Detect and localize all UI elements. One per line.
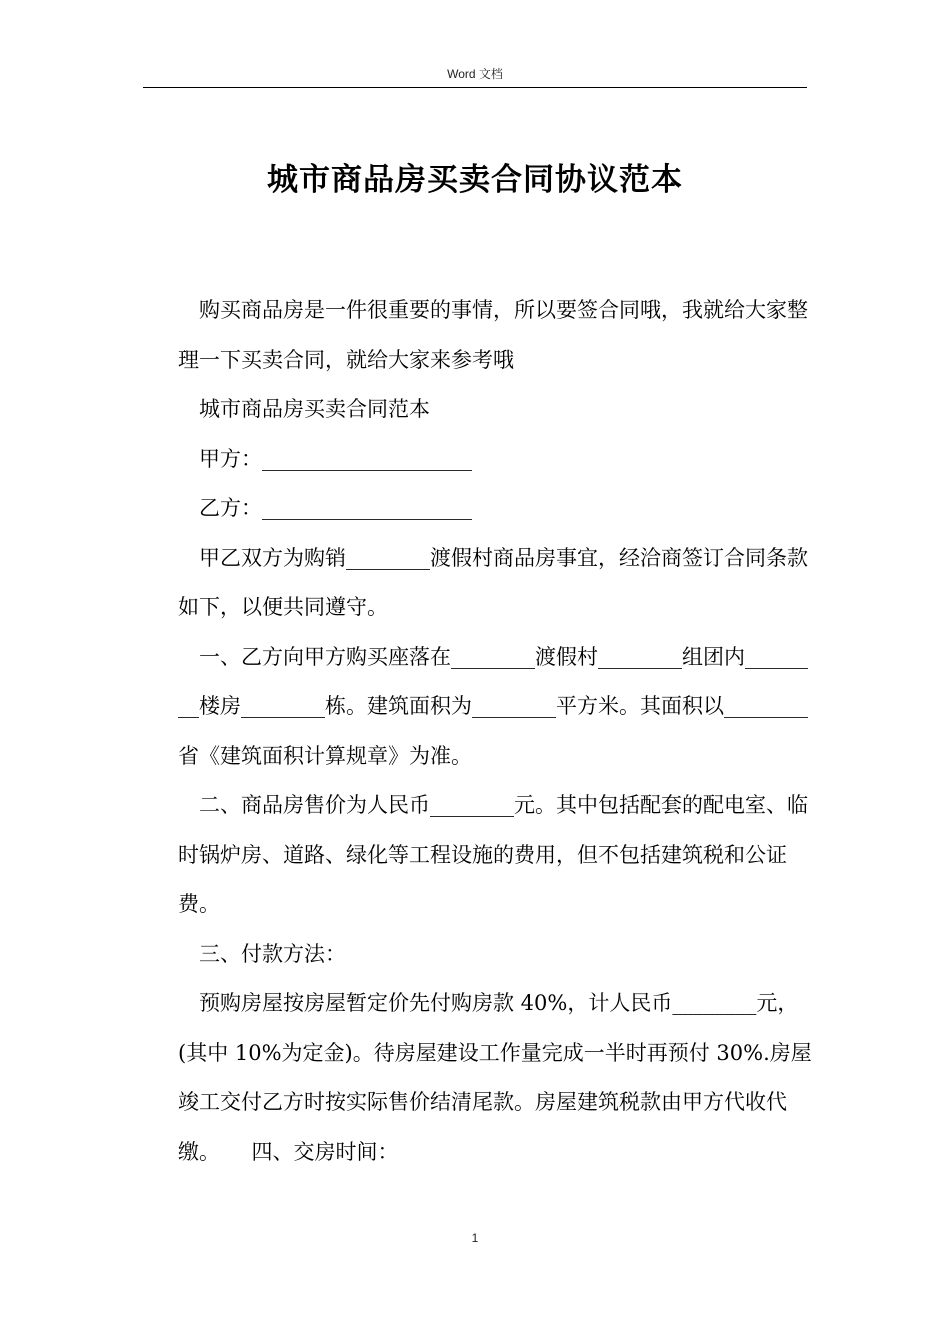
paragraph-party-b: 乙方：____________________ xyxy=(199,496,472,520)
paragraph-clause-1: 一、乙方向甲方购买座落在________渡假村________组团内________楼房________栋。建筑面积为________平方米。其面积以________省《建筑面积计算规章》为准。 xyxy=(178,644,808,768)
paragraph-subtitle: 城市商品房买卖合同范本 xyxy=(199,397,430,421)
paragraph-party-a: 甲方：____________________ xyxy=(199,446,472,471)
paragraph-clause-3-heading: 三、付款方法： xyxy=(199,941,346,966)
paragraph-clause-2: 二、商品房售价为人民币________元。其中包括配套的配电室、临时锅炉房、道路、绿化等工程设施的费用，但不包括建筑税和公证费。 xyxy=(178,793,808,916)
document-title: 城市商品房买卖合同协议范本 xyxy=(267,162,683,198)
paragraph-preamble: 甲乙双方为购销________渡假村商品房事宜，经洽商签订合同条款如下，以便共同遵守。 xyxy=(178,545,808,619)
paragraph-clause-3-body: 预购房屋按房屋暂定价先付购房款 40%，计人民币________元，(其中 10%为定金)。待房屋建设工作量完成一半时再预付 30%.房屋竣工交付乙方时按实际售价结清尾款。房屋建筑税款由甲方代收代缴。 四、交房时间： xyxy=(178,991,812,1164)
paragraph-intro: 购买商品房是一件很重要的事情，所以要签合同哦，我就给大家整理一下买卖合同，就给大家来参考哦 xyxy=(178,298,808,372)
header-divider xyxy=(143,87,807,88)
document-body xyxy=(178,286,812,1177)
page-number: 1 xyxy=(471,1231,479,1245)
page-header: Word 文档 xyxy=(447,67,503,81)
